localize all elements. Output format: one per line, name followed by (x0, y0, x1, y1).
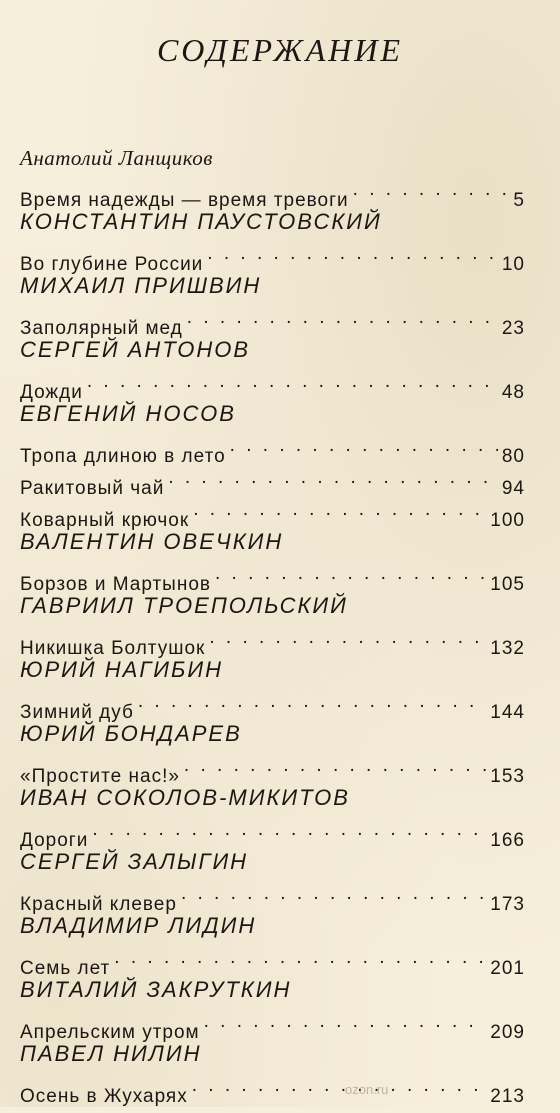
author-heading: ИВАН СОКОЛОВ-МИКИТОВ (20, 785, 350, 810)
page-title: СОДЕРЖАНИЕ (156, 32, 404, 68)
toc-entry (20, 878, 525, 915)
entry-page-number: 209 (490, 1022, 525, 1043)
entry-title: Во глубине России (20, 254, 204, 275)
toc-entry (20, 430, 525, 467)
dot-leader (193, 494, 486, 526)
dot-leader (204, 1006, 487, 1038)
entry-page-number: 153 (490, 766, 525, 787)
toc-entry (20, 558, 525, 595)
toc-entry (20, 750, 525, 787)
entry-title: Осень в Жухарях (20, 1086, 188, 1107)
toc-entry (20, 942, 525, 979)
author-heading: ГАВРИИЛ ТРОЕПОЛЬСКИЙ (20, 593, 348, 618)
dot-leader (181, 878, 486, 910)
author-heading: ВАЛЕНТИН ОВЕЧКИН (20, 529, 284, 554)
entry-title: Время надежды — время тревоги (20, 190, 349, 211)
entry-page-number: 100 (490, 510, 525, 531)
dot-leader (184, 750, 486, 782)
author-heading: Анатолий Ланщиков (20, 146, 213, 170)
entry-title: Тропа длиною в лето (20, 446, 226, 467)
entry-title: Дожди (20, 382, 83, 403)
toc-entry (20, 686, 525, 723)
entry-title: Семь лет (20, 958, 111, 979)
toc-entry (20, 302, 525, 339)
entry-page-number: 48 (501, 382, 525, 403)
dot-leader (230, 430, 498, 462)
entry-title: Коварный крючок (20, 510, 190, 531)
table-of-contents (20, 142, 525, 1107)
entry-title: Красный клевер (20, 894, 177, 915)
entry-page-number: 105 (490, 574, 525, 595)
author-heading: КОНСТАНТИН ПАУСТОВСКИЙ (20, 209, 382, 234)
entry-page-number: 213 (490, 1086, 525, 1107)
entry-page-number: 10 (501, 254, 525, 275)
entry-title: Заполярный мед (20, 318, 183, 339)
toc-entry (20, 174, 525, 211)
dot-leader (168, 462, 498, 494)
entry-page-number: 5 (513, 190, 525, 211)
toc-entry (20, 814, 525, 851)
toc-entry (20, 1070, 525, 1107)
entry-title: Зимний дуб (20, 702, 134, 723)
toc-entry (20, 622, 525, 659)
dot-leader (207, 238, 498, 270)
dot-leader (215, 558, 486, 590)
author-heading: СЕРГЕЙ ЗАЛЫГИН (20, 849, 249, 874)
dot-leader (192, 1070, 487, 1102)
entry-title: Ракитовый чай (20, 478, 165, 499)
watermark: ozon.ru (345, 1082, 389, 1097)
toc-entry (20, 366, 525, 403)
author-heading: ЮРИЙ НАГИБИН (20, 657, 223, 682)
author-heading: ЮРИЙ БОНДАРЕВ (20, 721, 242, 746)
entry-title: «Простите нас!» (20, 766, 180, 787)
entry-title: Борзов и Мартынов (20, 574, 211, 595)
entry-page-number: 173 (490, 894, 525, 915)
author-heading: ЕВГЕНИЙ НОСОВ (20, 401, 236, 426)
entry-title: Никишка Болтушок (20, 638, 206, 659)
entry-title: Апрельским утром (20, 1022, 200, 1043)
dot-leader (138, 686, 486, 718)
author-heading: МИХАИЛ ПРИШВИН (20, 273, 262, 298)
dot-leader (209, 622, 486, 654)
dot-leader (92, 814, 486, 846)
author-heading: ПАВЕЛ НИЛИН (20, 1041, 202, 1066)
entry-page-number: 144 (490, 702, 525, 723)
toc-entry (20, 238, 525, 275)
dot-leader (87, 366, 498, 398)
entry-title: Дороги (20, 830, 89, 851)
entry-page-number: 132 (490, 638, 525, 659)
dot-leader (353, 174, 510, 206)
entry-page-number: 94 (501, 478, 525, 499)
entry-page-number: 80 (501, 446, 525, 467)
dot-leader (114, 942, 486, 974)
dot-leader (187, 302, 498, 334)
entry-page-number: 201 (490, 958, 525, 979)
entry-page-number: 23 (501, 318, 525, 339)
toc-entry (20, 1006, 525, 1043)
entry-page-number: 166 (490, 830, 525, 851)
author-heading: ВЛАДИМИР ЛИДИН (20, 913, 257, 938)
author-heading: ВИТАЛИЙ ЗАКРУТКИН (20, 977, 292, 1002)
author-heading: СЕРГЕЙ АНТОНОВ (20, 337, 251, 362)
